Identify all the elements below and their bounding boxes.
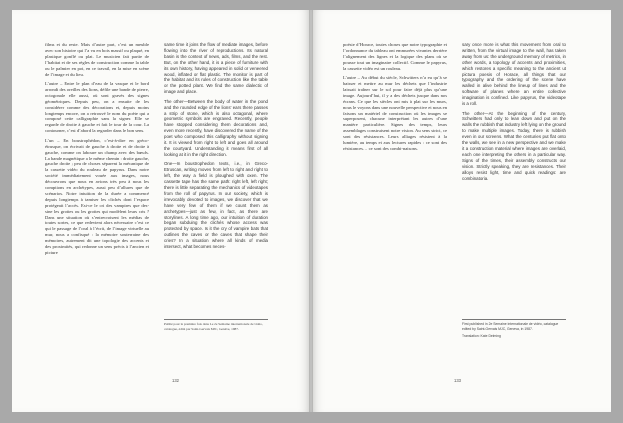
paragraph: One—In boustrophedon texts, i.e., in Greco-Etruscan, writing moves from left to right and right to left, the way a field is ploughed with oxen. The cassette tape has the same path: right left, left right; there is little separating the mechanics of videotapes from the roll of papyrus. In our society, which is irrevocably devoted to images, we discover that we have very few of them if we count them as archetypes—just as few, in fact, as there are storylines. A long time ago, our intuition of duration began subduing the clichés whose access was protected by space. Is it the cry of vampire bats that outlines the caves or the caves that shape their cries? In a situation where all kinds of media intersect, what becomes neces- xyxy=(164,161,268,250)
footnote-line: catalogue, édité par Saint-Gervais MJC, Genève, 1987. xyxy=(164,326,239,331)
translation-credit: Translation: Kate Delming xyxy=(462,334,501,339)
left-page xyxy=(12,10,311,412)
footnote-line: First published in 2e Semaine internationale de vidéo, catalogue xyxy=(462,322,559,326)
footnote-right xyxy=(462,319,566,339)
book-spread xyxy=(12,10,611,414)
right-page xyxy=(311,10,611,412)
paragraph: The other—Between the body of water in the pond and the rounded edge of the lions’ ears there passes a strip of stone, which is also octagonal, where geometric symbols are engraved. Recently, people have stopped considering them decorations and, even more recently, have discovered the name of the poet who composed this calligraphy without signing it. It is viewed from right to left and goes all around the courtyard. Understanding it means first of all looking at it in the right direction. xyxy=(164,98,268,157)
paragraph: L’autre – Entre le plan d’eau de la vasque et le bord arrondi des oreilles des lions, défile une bande de pierre, octogonale elle aussi, où sont gravés des signes géométriques. Depuis peu, on a ensuite de les considérer comme des décorations et, depuis moins longtemps encore, on a retrouvé le nom du poète qui a composé cette calligraphie sans la signer. Elle se regarde de droite à gauche et fait le tour de la cour. La contourner, c’est d’abord la regarder dans le bon sens. xyxy=(45,81,149,134)
paragraph: The other—At the beginning of the century, Schwitters had only to lean down and put on the walls the rubbish that industry left lying on the ground to make multiple images. Today, there is rubbish even in our screens. What the centuries put flat onto the walls, we see in a new perspective and we make it a construction material where images are overlaid, each one interpreting the others in a particular way. Signs of the times, their assembly constructs our vision. Strictly speaking, they are resistances. Their alloys resist light, time and quick readings: are combinatoria. xyxy=(462,110,566,181)
english-column-right xyxy=(462,42,566,185)
paragraph: L’autre – Au début du siècle, Schwitters n’a eu qu’à se baisser et mettre au mur les déchets que l’industrie laissait traîner sur le sol pour faire déjà plus qu’une image. Aujourd’hui, il y a des déchets jusque dans nos écrans. Ce que les siècles ont mis à plat sur les murs, nous le voyons dans une nouvelle perspective et nous en faisons un matériel de construction où les images se superposent, chacune interprétant les autres d’une manière particulière. Signes des temps, leurs assemblages construisent notre vision. Au sens strict, ce sont des résistances. Leurs alliages résistent à la lumière, au temps et aux lectures rapides : ce sont des résistances… ce sont des combi-naisons. xyxy=(343,75,447,151)
footnote-line: Publié pour la première fois dans Le 2e Semaine internationale de vidéo, xyxy=(164,322,263,326)
paragraph: poésie d’Horace, toutes choses que notre typographie et l’ordonnance du tableau ont emmurées vivantes derrière l’alignement des lignes et la logique des plans où se pousse tout un imaginaire collectif. Comme le papyrus, la cassette vidéo est un rouleau. xyxy=(343,42,447,71)
page-number-right: 133 xyxy=(454,378,461,383)
footnote-left xyxy=(164,319,268,331)
footnote-line: edited by Saint-Gervais MJC, Geneva, in 1987. xyxy=(462,326,533,331)
page-number-left: 132 xyxy=(172,378,179,383)
french-column-left xyxy=(45,42,149,260)
paragraph: L’un – En boustrophédon, c’est-à-dire en gréco-étrusque, on écrivait de gauche à droite et de droite à gauche, comme on laboure un champ avec des bœufs. La bande magnétique a le même chemin : droite gauche, gauche droite ; peu de choses séparent la mécanique de la cassette vidéo du rouleau de papyrus. Dans notre société immédiatement vouée aux images, nous découvrons que nous en avions très peu à nous les comptions en archétypes, aussi peu d’allures que de scénarios. Notre intuition de la durée a commencé depuis longtemps à tamiser les clichés dont l’espace protégeait l’accès. Est-ce le cri des vampires que des- sine les grottes ou les grottes qui modèlent leurs cris ? Dans une situation où s’entrecroisent les médias de toutes sortes, ce que redevient alors nécessaire c’est ce qui le passage de l’oral à l’écrit, de l’image virtuelle au mur, nous a confisqué : la mémoire souterraine des mémoires, autrement dit une topologie des accents et des proximités, qui redonne un sens précis à l’ancien et picture xyxy=(45,137,149,255)
english-column-left xyxy=(164,42,268,254)
paragraph: sary once more is what this movement from oral to written, from the virtual image to the wall, has taken away from us: the underground memory of metrics, in other words, a topology of accents and proximities, which restores a specific meaning to the ancient ut pictura poesis of Horace, all things that our typography and the ordering of the scene have walled in alive behind the lineup of lines and the software of planes where an entire collective imagination is confined. Like papyrus, the videotape is a roll. xyxy=(462,42,566,107)
paragraph: same time it joins the flow of mediate images, before flowing into the river of reproductions. Its natural basin is the context of news, ads, films, and the rest. But, on the other hand, it is a piece of furniture with its own history, having appeared in solid or veneered wood, inflated or flat plastic. The monitor is part of the habitat and its rules of construction like the table or the potted plant. We find the same dialectic of image and place. xyxy=(164,42,268,95)
book-gutter xyxy=(309,10,313,412)
french-column-right xyxy=(343,42,447,156)
paragraph: films et du reste. Mais d’autre part, c’est un meuble avec son histoire qui l’a vu en bois massif ou plaqué, en plastique gonflé ou plat. Le musicien fait partie de l’habitat et de ses règles de construction comme la table ou le palmier en pot, en ce travail, en la mise en scène de l’image et du lieu. xyxy=(45,42,149,77)
